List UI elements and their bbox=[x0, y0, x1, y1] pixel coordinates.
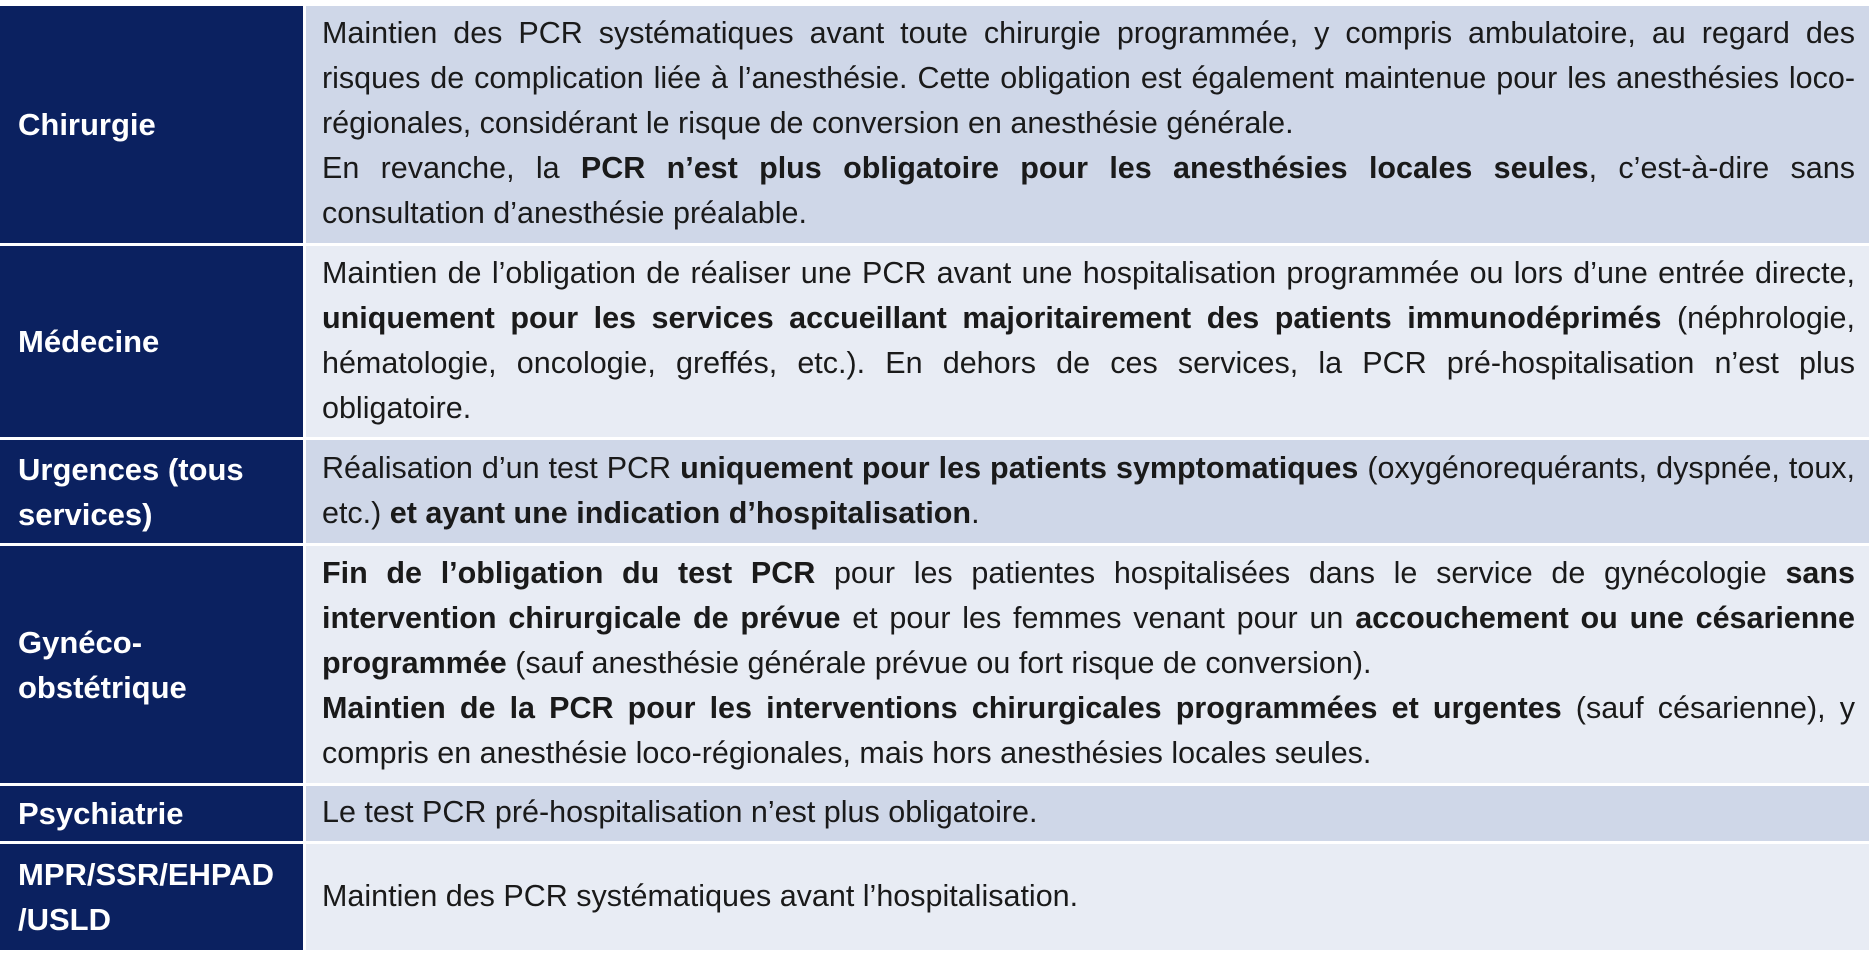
row-label-urgences: Urgences (tous services) bbox=[0, 440, 306, 543]
text-run: Maintien de l’obligation de réaliser une PCR avant une hospitalisation programmée ou lors d’une entrée directe, bbox=[322, 255, 1855, 290]
row-content-gyneco bbox=[306, 546, 1869, 783]
row-label-chirurgie: Chirurgie bbox=[0, 6, 306, 243]
bold-text-run: uniquement pour les services accueillant majoritairement des patients immunodéprimés bbox=[322, 300, 1662, 335]
mpr-paragraph: Maintien des PCR systématiques avant l’hospitalisation. bbox=[322, 878, 1079, 913]
text-run: (sauf anesthésie générale prévue ou fort risque de conversion). bbox=[506, 646, 1372, 680]
text-run: , c’est-à-dire sans consultation d’anesthésie préalable. bbox=[322, 151, 1855, 230]
gyneco-paragraph-2 bbox=[322, 686, 1855, 776]
table-row-gyneco bbox=[0, 546, 1869, 786]
bold-text-run: Fin de l’obligation du test PCR bbox=[322, 556, 816, 590]
bold-text-run: PCR n’est plus obligatoire pour les anesthésies locales seules bbox=[580, 151, 1589, 185]
covid-pcr-policy-table bbox=[0, 6, 1869, 950]
table-row-medecine bbox=[0, 246, 1869, 440]
gyneco-paragraph-1 bbox=[322, 551, 1855, 686]
row-label-mpr: MPR/SSR/EHPAD /USLD bbox=[0, 844, 306, 950]
psychiatrie-paragraph: Le test PCR pré-hospitalisation n’est plus obligatoire. bbox=[322, 795, 1038, 829]
text-run: . bbox=[971, 495, 980, 530]
table-row-urgences bbox=[0, 440, 1869, 546]
row-label-gyneco: Gynéco-obstétrique bbox=[0, 546, 306, 783]
text-run: En revanche, la bbox=[322, 151, 581, 185]
text-run: (néphrologie, hématologie, oncologie, greffés, etc.). En dehors de ces services, la PCR pré-hospitalisation n’est plus obligatoire. bbox=[322, 300, 1855, 425]
text-run: (oxygénorequérants, dyspnée, toux, etc.) bbox=[322, 450, 1856, 530]
row-content-urgences bbox=[306, 440, 1869, 543]
table-row-mpr bbox=[0, 844, 1869, 950]
row-label-medecine: Médecine bbox=[0, 246, 306, 437]
text-run: Réalisation d’un test PCR bbox=[322, 450, 681, 485]
medecine-paragraph bbox=[322, 251, 1855, 431]
text-run: pour les patientes hospitalisées dans le service de gynécologie bbox=[815, 556, 1786, 590]
bold-text-run: uniquement pour les patients symptomatiques bbox=[680, 450, 1359, 485]
chirurgie-paragraph-2 bbox=[322, 146, 1855, 236]
row-label-psychiatrie: Psychiatrie bbox=[0, 786, 306, 841]
row-content-chirurgie bbox=[306, 6, 1869, 243]
text-run: et pour les femmes venant pour un bbox=[840, 601, 1356, 635]
chirurgie-paragraph-1: Maintien des PCR systématiques avant toute chirurgie programmée, y compris ambulatoire, au regard des risques de complication liée à l’anesthésie. Cette obligation est également maintenue pour les anesthésies loco-régionales, considérant le risque de conversion en anesthésie générale. bbox=[322, 16, 1855, 140]
row-content-medecine bbox=[306, 246, 1869, 437]
bold-text-run: et ayant une indication d’hospitalisation bbox=[389, 495, 972, 530]
bold-text-run: accouchement ou une césarienne programmée bbox=[322, 601, 1855, 680]
text-run: (sauf césarienne), y compris en anesthésie loco-régionales, mais hors anesthésies locales seules. bbox=[322, 691, 1855, 770]
row-content-psychiatrie bbox=[306, 786, 1869, 841]
table-row-psychiatrie bbox=[0, 786, 1869, 844]
bold-text-run: Maintien de la PCR pour les interventions chirurgicales programmées et urgentes bbox=[322, 691, 1562, 725]
bold-text-run: sans intervention chirurgicale de prévue bbox=[322, 556, 1855, 635]
urgences-paragraph bbox=[322, 446, 1855, 536]
row-content-mpr bbox=[306, 844, 1869, 950]
table-row-chirurgie bbox=[0, 6, 1869, 246]
